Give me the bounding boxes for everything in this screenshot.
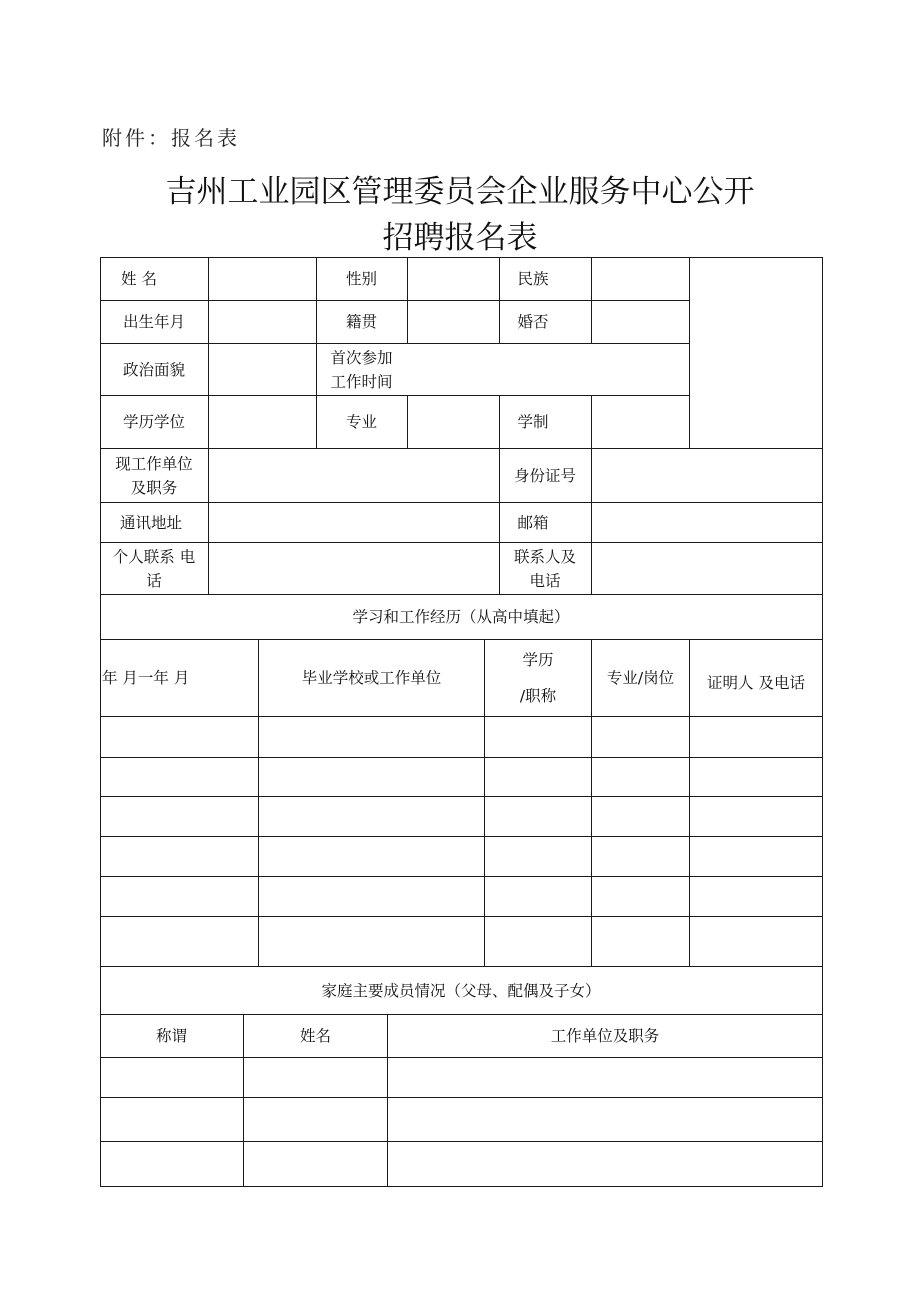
experience-col-major: 专业/岗位 — [606, 669, 675, 687]
table-border-right — [822, 257, 823, 1187]
schooling-length-label: 学制 — [517, 413, 549, 431]
education-degree-label: 学历学位 — [122, 413, 185, 431]
gender-label: 性别 — [345, 270, 377, 288]
family-section-title: 家庭主要成员情况（父母、配偶及子女） — [321, 981, 601, 1000]
family-col-name: 姓名 — [299, 1027, 331, 1045]
email-field[interactable] — [592, 503, 822, 542]
education-degree-field[interactable] — [209, 396, 316, 448]
first-work-time-field[interactable] — [408, 344, 689, 395]
personal-phone-label — [100, 543, 208, 594]
current-unit-label-line-1: 现工作单位 — [115, 454, 193, 473]
experience-col-school: 毕业学校或工作单位 — [301, 669, 442, 687]
email-label: 邮箱 — [517, 513, 549, 532]
id-number-field[interactable] — [592, 449, 822, 502]
name-label: 姓 名 — [121, 270, 157, 288]
family-row[interactable] — [101, 1098, 822, 1141]
address-label: 通讯地址 — [119, 513, 182, 532]
contact-person-label-line-2: 电话 — [529, 571, 561, 590]
first-work-time-label-line-1: 首次参加 — [330, 348, 393, 367]
name-field[interactable] — [209, 258, 316, 300]
personal-phone-label-line-1: 个人联系 电 — [112, 547, 196, 566]
experience-row[interactable] — [101, 758, 822, 796]
experience-row[interactable] — [101, 917, 822, 966]
experience-col-period: 年 月一年 月 — [102, 669, 190, 687]
current-unit-label — [100, 449, 208, 502]
family-col-relation: 称谓 — [155, 1027, 187, 1045]
photo-area[interactable] — [690, 258, 822, 448]
experience-row[interactable] — [101, 797, 822, 836]
birth-date-field[interactable] — [209, 301, 316, 343]
current-unit-field[interactable] — [209, 449, 499, 502]
id-number-label: 身份证号 — [513, 466, 576, 485]
experience-row[interactable] — [101, 717, 822, 757]
ethnicity-field[interactable] — [592, 258, 689, 300]
address-field[interactable] — [209, 503, 499, 542]
experience-section-title: 学习和工作经历（从高中填起） — [352, 608, 570, 626]
ethnicity-label: 民族 — [517, 270, 549, 288]
current-unit-label-line-2: 及职务 — [130, 478, 178, 497]
gender-field[interactable] — [408, 258, 499, 300]
family-row[interactable] — [101, 1142, 822, 1186]
family-row[interactable] — [101, 1058, 822, 1097]
table-border-bottom — [100, 1186, 823, 1187]
schooling-length-field[interactable] — [592, 396, 689, 448]
political-status-label: 政治面貌 — [122, 360, 185, 379]
political-status-field[interactable] — [209, 344, 316, 395]
experience-col-witness: 证明人 及电话 — [707, 674, 805, 692]
major-field[interactable] — [408, 396, 499, 448]
family-col-unit: 工作单位及职务 — [550, 1027, 660, 1045]
attachment-label: 附件：报名表 — [102, 126, 240, 150]
contact-person-label-line-1: 联系人及 — [513, 547, 576, 566]
native-place-field[interactable] — [408, 301, 499, 343]
experience-col-degree — [485, 640, 591, 716]
experience-col-degree-line-2: /职称 — [519, 687, 557, 705]
contact-person-label — [499, 543, 591, 594]
birth-date-label: 出生年月 — [122, 313, 185, 331]
native-place-label: 籍贯 — [345, 313, 377, 331]
experience-row[interactable] — [101, 877, 822, 916]
marital-status-field[interactable] — [592, 301, 689, 343]
first-work-time-label-line-2: 工作时间 — [330, 372, 393, 391]
contact-person-field[interactable] — [592, 543, 822, 594]
personal-phone-label-line-2: 话 — [146, 571, 162, 590]
marital-status-label: 婚否 — [517, 313, 549, 331]
major-label: 专业 — [345, 413, 377, 431]
personal-phone-field[interactable] — [209, 543, 499, 594]
form-title-line-2: 招聘报名表 — [382, 220, 538, 256]
first-work-time-label — [316, 344, 407, 395]
form-title-line-1: 吉州工业园区管理委员会企业服务中心公开 — [165, 174, 755, 210]
experience-row[interactable] — [101, 837, 822, 876]
experience-col-degree-line-1: 学历 — [522, 651, 554, 669]
